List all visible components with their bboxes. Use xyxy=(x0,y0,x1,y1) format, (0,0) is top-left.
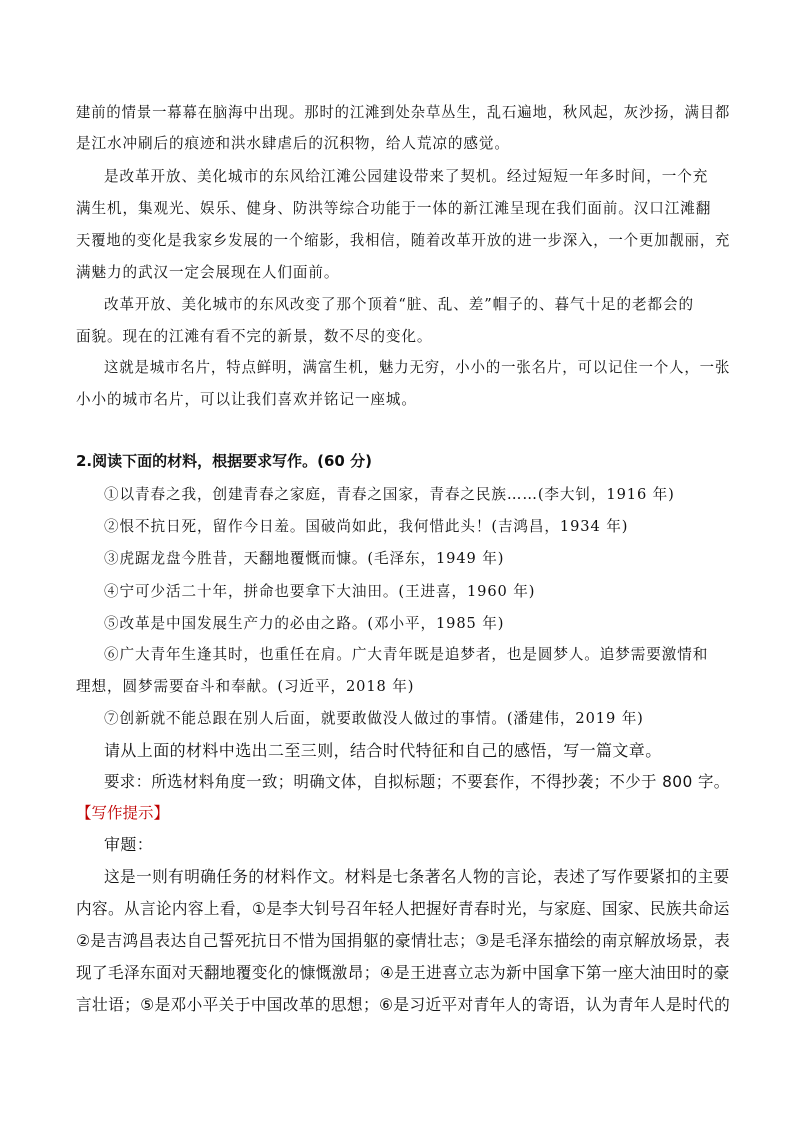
question-requirement: 要求：所选材料角度一致；明确文体，自拟标题；不要套作，不得抄袭；不少于 800 字。 xyxy=(104,772,730,791)
hint-line: 现了毛泽东面对天翻地覆变化的慷慨激昂；④是王进喜立志为新中国拿下第一座大油田时的豪 xyxy=(76,963,730,982)
essay-line: 满生机，集观光、娱乐、健身、防洪等综合功能于一体的新江滩呈现在我们面前。汉口江滩翻 xyxy=(76,200,712,217)
hint-line: ②是吉鸿昌表达自己誓死抗日不惜为国捐躯的豪情壮志；③是毛泽东描绘的南京解放场景，表 xyxy=(76,931,731,950)
question-instruction: 请从上面的材料中选出二至三则，结合时代特征和自己的感悟，写一篇文章。 xyxy=(104,741,662,760)
essay-line: 小小的城市名片，可以让我们喜欢并铭记一座城。 xyxy=(76,391,417,408)
material-item: ⑦创新就不能总跟在别人后面，就要敢做没人做过的事情。(潘建伟，2019 年) xyxy=(104,710,644,727)
material-item: ①以青春之我，创建青春之家庭，青春之国家，青春之民族……(李大钊，1916 年) xyxy=(104,486,675,503)
hint-label: 审题： xyxy=(104,835,154,854)
hint-line: 这是一则有明确任务的材料作文。材料是七条著名人物的言论，表述了写作要紧扣的主要 xyxy=(104,867,730,886)
essay-line: 改革开放、美化城市的东风改变了那个顶着“脏、乱、差”帽子的、暮气十足的老都会的 xyxy=(104,296,694,313)
material-item: ⑥广大青年生逢其时，也重任在肩。广大青年既是追梦者，也是圆梦人。追梦需要激情和 xyxy=(104,646,709,663)
hint-line: 内容。从言论内容上看，①是李大钊号召年轻人把握好青春时光，与家庭、国家、民族共命运 xyxy=(76,899,730,918)
material-item: ③虎踞龙盘今胜昔，天翻地覆慨而慷。(毛泽东，1949 年) xyxy=(104,550,505,567)
material-item: ⑤改革是中国发展生产力的必由之路。(邓小平，1985 年) xyxy=(104,615,505,632)
essay-line: 天覆地的变化是我家乡发展的一个缩影，我相信，随着改革开放的进一步深入，一个更加靓丽，充 xyxy=(76,232,731,249)
hint-line: 言壮语；⑤是邓小平关于中国改革的思想；⑥是习近平对青年人的寄语，认为青年人是时代的 xyxy=(76,995,731,1014)
material-item: 理想，圆梦需要奋斗和奉献。(习近平，2018 年) xyxy=(76,678,415,695)
essay-line: 面貌。现在的江滩有看不完的新景，数不尽的变化。 xyxy=(76,328,433,345)
essay-line: 是江水冲刷后的痕迹和洪水肆虐后的沉积物，给人荒凉的感觉。 xyxy=(76,135,510,152)
essay-line: 满魅力的武汉一定会展现在人们面前。 xyxy=(76,264,340,281)
essay-line: 是改革开放、美化城市的东风给江滩公园建设带来了契机。经过短短一年多时间，一个充 xyxy=(104,168,709,185)
essay-line: 这就是城市名片，特点鲜明，满富生机，魅力无穷，小小的一张名片，可以记住一个人，一张 xyxy=(104,359,731,376)
material-item: ④宁可少活二十年，拼命也要拿下大油田。(王进喜，1960 年) xyxy=(104,583,536,600)
essay-line: 建前的情景一幕幕在脑海中出现。那时的江滩到处杂草丛生，乱石遍地，秋风起，灰沙扬，满目都 xyxy=(76,104,731,121)
writing-hint-title: 【写作提示】 xyxy=(76,804,170,822)
question-heading: 2.阅读下面的材料，根据要求写作。(60 分) xyxy=(76,452,372,470)
material-item: ②恨不抗日死，留作今日羞。国破尚如此，我何惜此头！(吉鸿昌，1934 年) xyxy=(104,518,629,535)
